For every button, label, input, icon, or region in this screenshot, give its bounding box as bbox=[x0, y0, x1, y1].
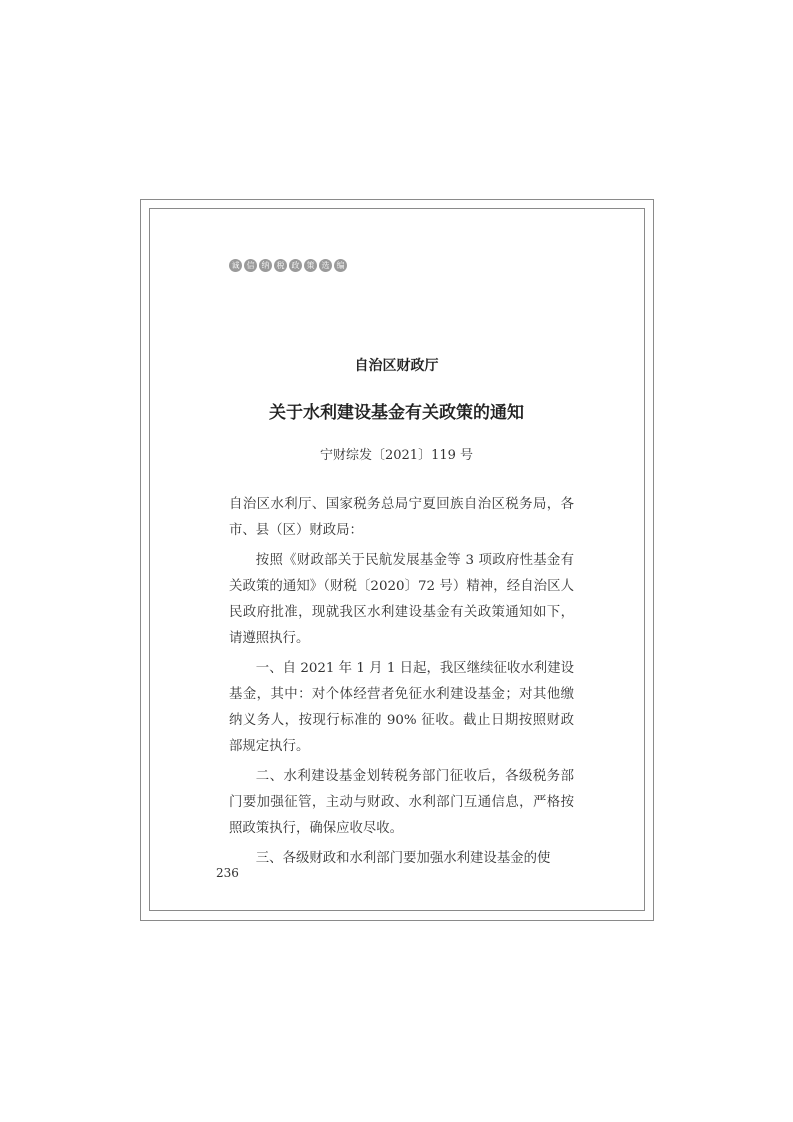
document-number: 宁财综发〔2021〕119 号 bbox=[319, 448, 474, 463]
series-title-badges bbox=[229, 259, 347, 272]
document-issuer: 自治区财政厅 bbox=[354, 358, 439, 374]
document-body bbox=[229, 492, 574, 876]
series-char-badge: 诚 bbox=[229, 259, 242, 272]
series-char-badge: 信 bbox=[244, 259, 257, 272]
body-paragraph: 按照《财政部关于民航发展基金等 3 项政府性基金有关政策的通知》（财税〔2020〕72 号）精神，经自治区人民政府批准，现就我区水利建设基金有关政策通知如下，请遵照执行。 bbox=[229, 553, 574, 646]
body-paragraph: 二、水利建设基金划转税务部门征收后，各级税务部门要加强征管，主动与财政、水利部门互通信息，严格按照政策执行，确保应收尽收。 bbox=[229, 769, 574, 836]
addressee-paragraph: 自治区水利厅、国家税务总局宁夏回族自治区税务局，各市、县（区）财政局： bbox=[229, 497, 574, 538]
series-char-badge: 税 bbox=[274, 259, 287, 272]
series-char-badge: 选 bbox=[319, 259, 332, 272]
document-title: 关于水利建设基金有关政策的通知 bbox=[269, 403, 524, 423]
page-number: 236 bbox=[216, 866, 239, 880]
series-char-badge: 纳 bbox=[259, 259, 272, 272]
body-paragraph: 三、各级财政和水利部门要加强水利建设基金的使 bbox=[255, 851, 551, 866]
series-char-badge: 策 bbox=[304, 259, 317, 272]
body-paragraph: 一、自 2021 年 1 月 1 日起，我区继续征收水利建设基金，其中：对个体经营者免征水利建设基金；对其他缴纳义务人，按现行标准的 90% 征收。截止日期按照财政部规定执行。 bbox=[229, 661, 574, 754]
series-char-badge: 政 bbox=[289, 259, 302, 272]
series-char-badge: 编 bbox=[334, 259, 347, 272]
